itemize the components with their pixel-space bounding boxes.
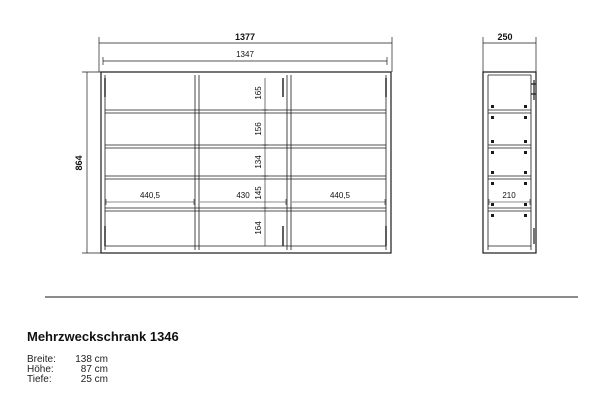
side-hinge-marks: [531, 80, 536, 244]
shelf-gap-label-2: 156: [254, 122, 263, 136]
depth-dimension: [483, 37, 536, 72]
spec-label-depth: Tiefe:: [27, 374, 52, 385]
shelf-gap-label-3: 134: [254, 155, 263, 169]
shelf-pins: [491, 105, 527, 217]
product-title: Mehrzweckschrank 1346: [27, 329, 179, 344]
shelf-gap-label-4: 145: [254, 186, 263, 200]
overall-width-label: 1377: [234, 32, 256, 42]
overall-height-label: 864: [74, 155, 84, 171]
inner-width-label: 1347: [236, 50, 254, 59]
shelves: [105, 110, 386, 246]
compartment-width-left: 440,5: [139, 191, 161, 200]
shelf-gap-label-1: 165: [254, 86, 263, 100]
vertical-dividers: [105, 75, 386, 250]
inner-depth-label: 210: [502, 191, 516, 200]
overall-height-dimension: [82, 72, 101, 253]
spec-value-height: 87 cm: [80, 364, 108, 375]
hinge-marks: [105, 78, 386, 246]
front-view: [74, 32, 392, 253]
spec-label-width: Breite:: [27, 354, 56, 365]
compartment-width-right: 440,5: [329, 191, 351, 200]
cabinet-frame: [101, 72, 391, 253]
side-frame: [483, 72, 536, 253]
shelf-gap-label-5: 164: [254, 221, 263, 235]
compartment-width-middle: 430: [236, 191, 250, 200]
spec-value-width: 138 cm: [75, 354, 108, 365]
side-view: [483, 32, 536, 253]
spec-label-height: Höhe:: [27, 364, 54, 375]
depth-label: 250: [497, 32, 513, 42]
spec-value-depth: 25 cm: [80, 374, 108, 385]
